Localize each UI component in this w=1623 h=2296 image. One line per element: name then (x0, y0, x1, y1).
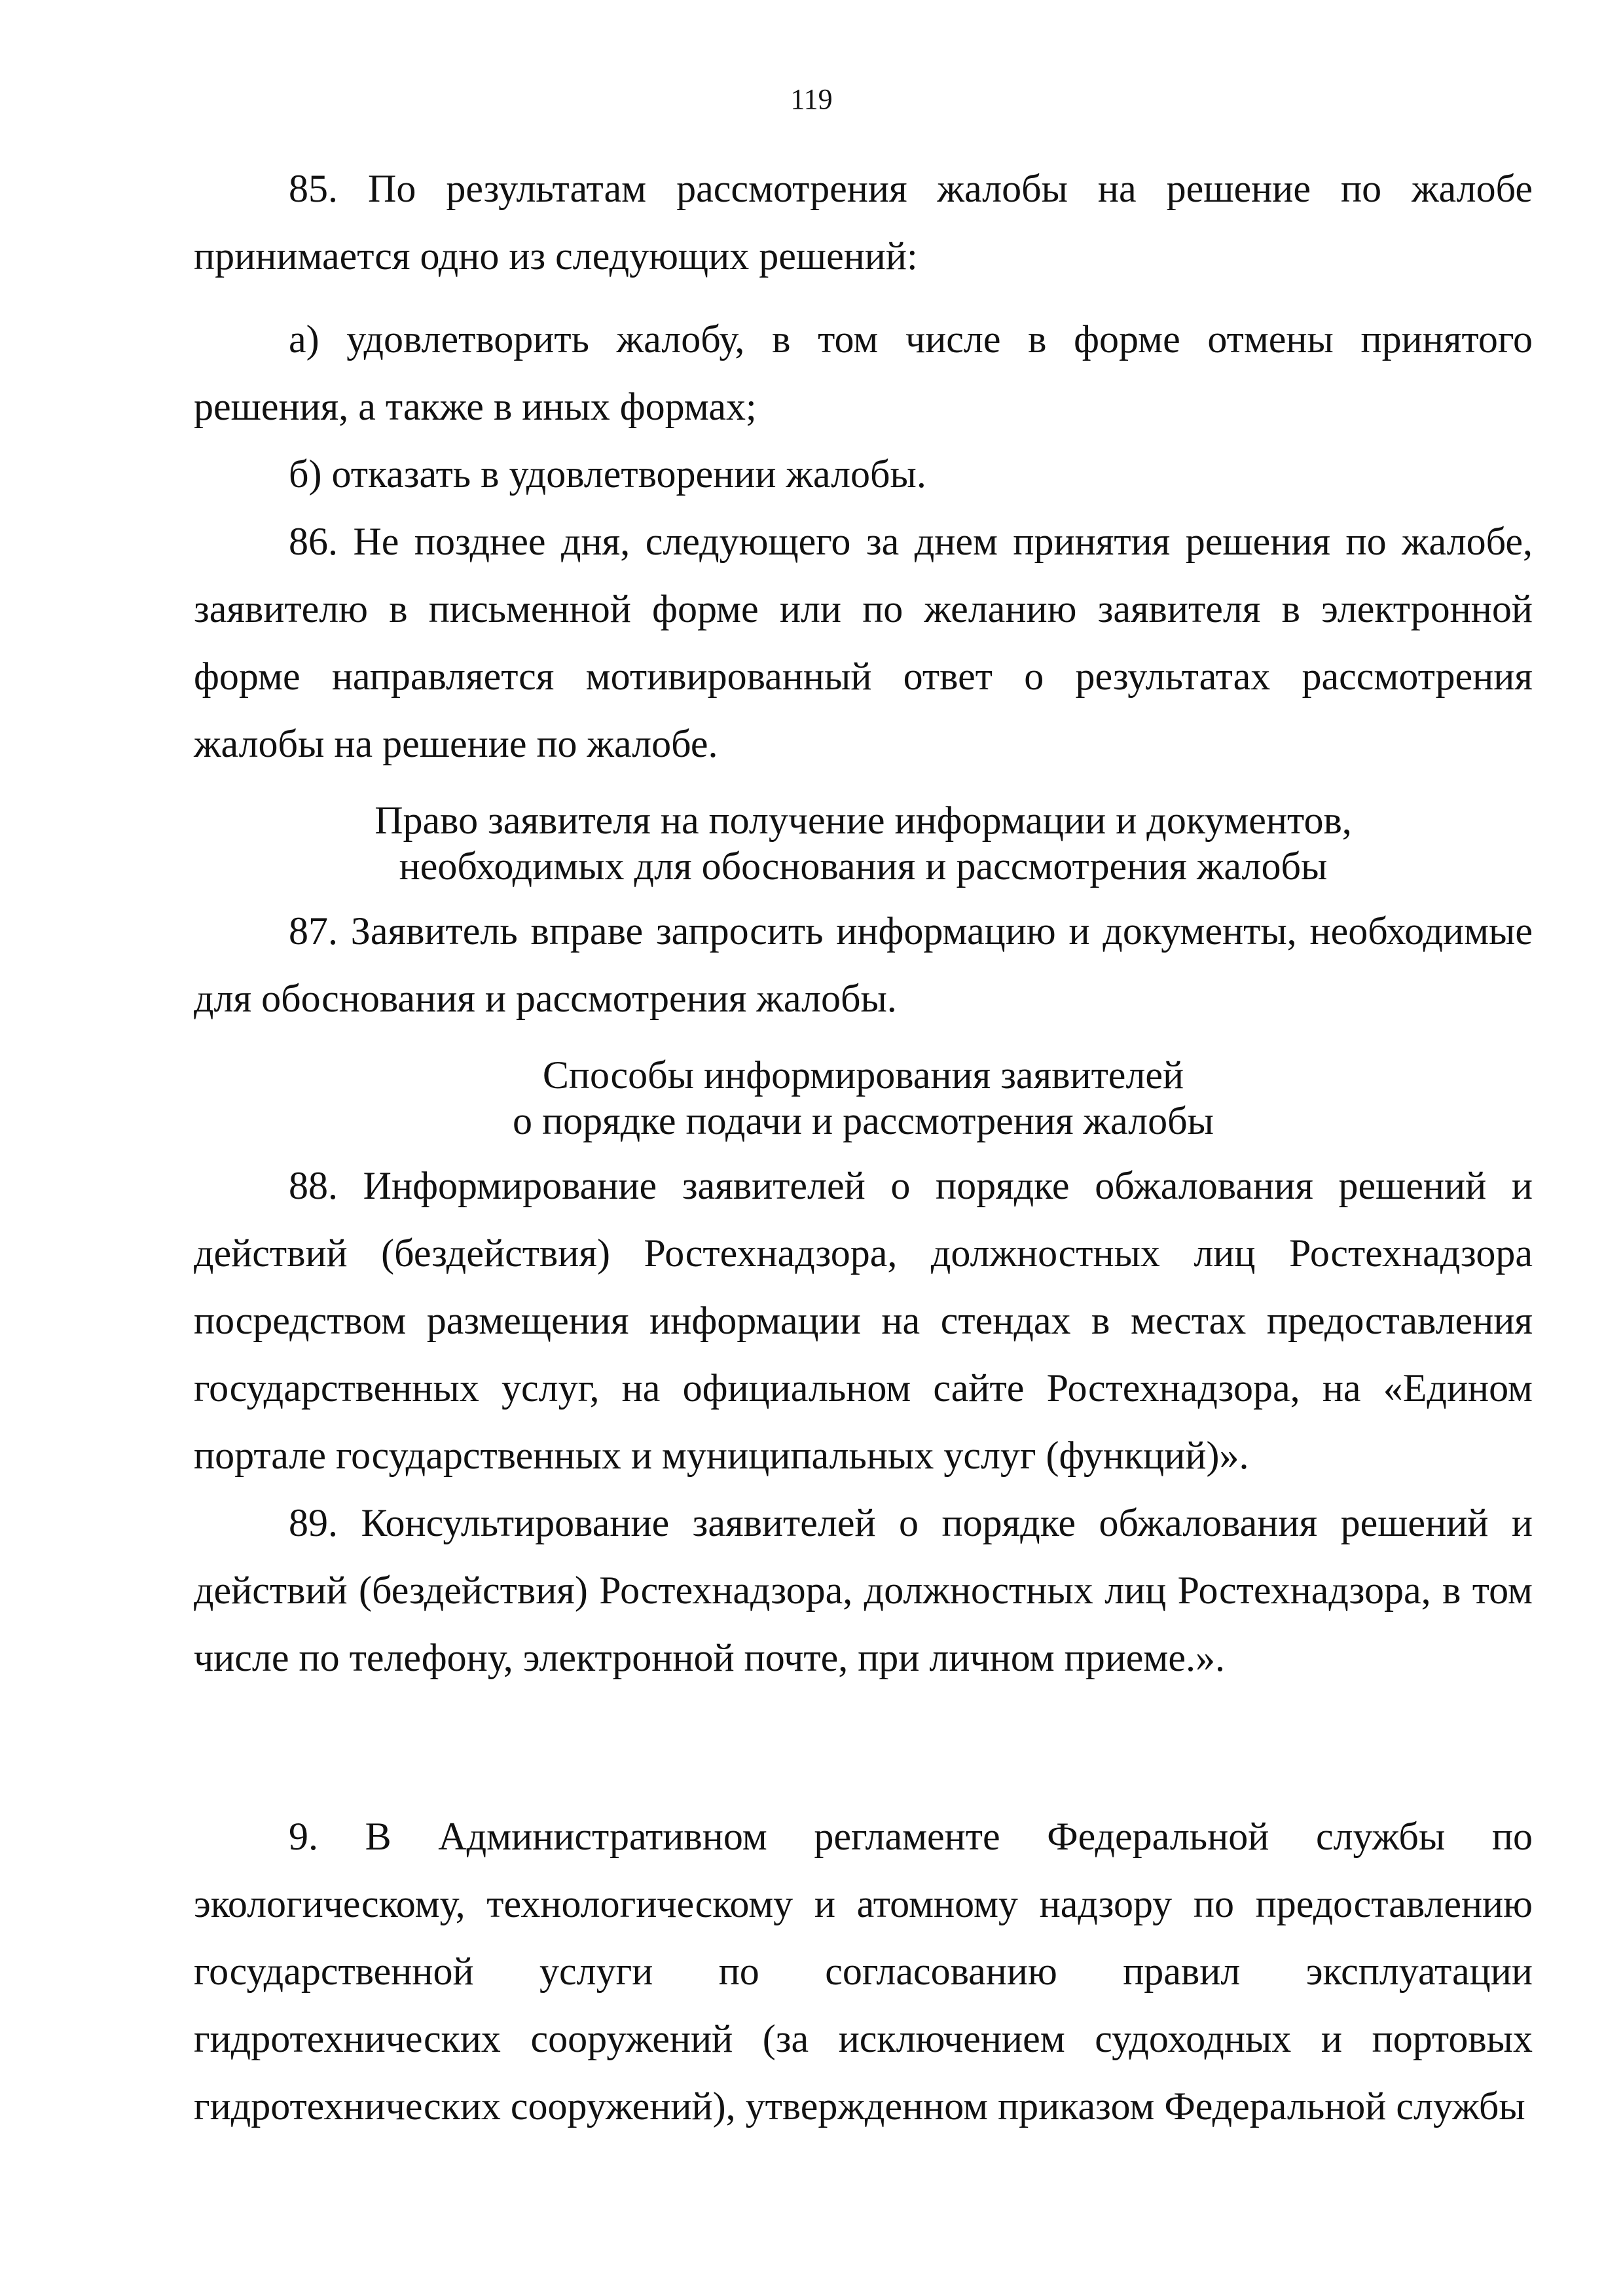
section-heading-line: необходимых для обоснования и рассмотрения жалобы (399, 845, 1328, 888)
page-number: 119 (790, 83, 833, 115)
section-heading-line: о порядке подачи и рассмотрения жалобы (513, 1099, 1214, 1142)
section-heading-informing-methods (194, 1052, 1533, 1144)
paragraph-85-a: а) удовлетворить жалобу, в том числе в форме отмены принятого решения, а также в иных формах; (194, 318, 1533, 428)
section-heading-right-to-information (194, 797, 1533, 889)
paragraph-85: 85. По результатам рассмотрения жалобы на решение по жалобе принимается одно из следующих решений: (194, 167, 1533, 278)
paragraph-9: 9. В Административном регламенте Федеральной службы по экологическому, технологическому и атомному надзору по предоставлению государственной услуги по согласованию правил эксплуатации гидротехнических сооружений (за исключением судоходных и портовых гидротехнических сооружений), утвержденном приказом Федеральной службы (194, 1815, 1533, 2128)
document-body (194, 155, 1533, 2140)
paragraph-89: 89. Консультирование заявителей о порядке обжалования решений и действий (бездействия) Ростехнадзора, должностных лиц Ростехнадзора, в том числе по телефону, электронной почте, при личном приеме.». (194, 1501, 1533, 1679)
paragraph-85-b: б) отказать в удовлетворении жалобы. (289, 452, 926, 496)
section-heading-line: Способы информирования заявителей (542, 1053, 1184, 1097)
paragraph-87: 87. Заявитель вправе запросить информацию и документы, необходимые для обоснования и рассмотрения жалобы. (194, 909, 1533, 1020)
paragraph-88: 88. Информирование заявителей о порядке обжалования решений и действий (бездействия) Ростехнадзора, должностных лиц Ростехнадзора посредством размещения информации на стендах в местах предоставления государственных услуг, на официальном сайте Ростехнадзора, на «Едином портале государственных и муниципальных услуг (функций)». (194, 1164, 1533, 1477)
paragraph-86: 86. Не позднее дня, следующего за днем принятия решения по жалобе, заявителю в письменной форме или по желанию заявителя в электронной форме направляется мотивированный ответ о результатах рассмотрения жалобы на решение по жалобе. (194, 520, 1533, 765)
section-heading-line: Право заявителя на получение информации и документов, (374, 799, 1352, 842)
